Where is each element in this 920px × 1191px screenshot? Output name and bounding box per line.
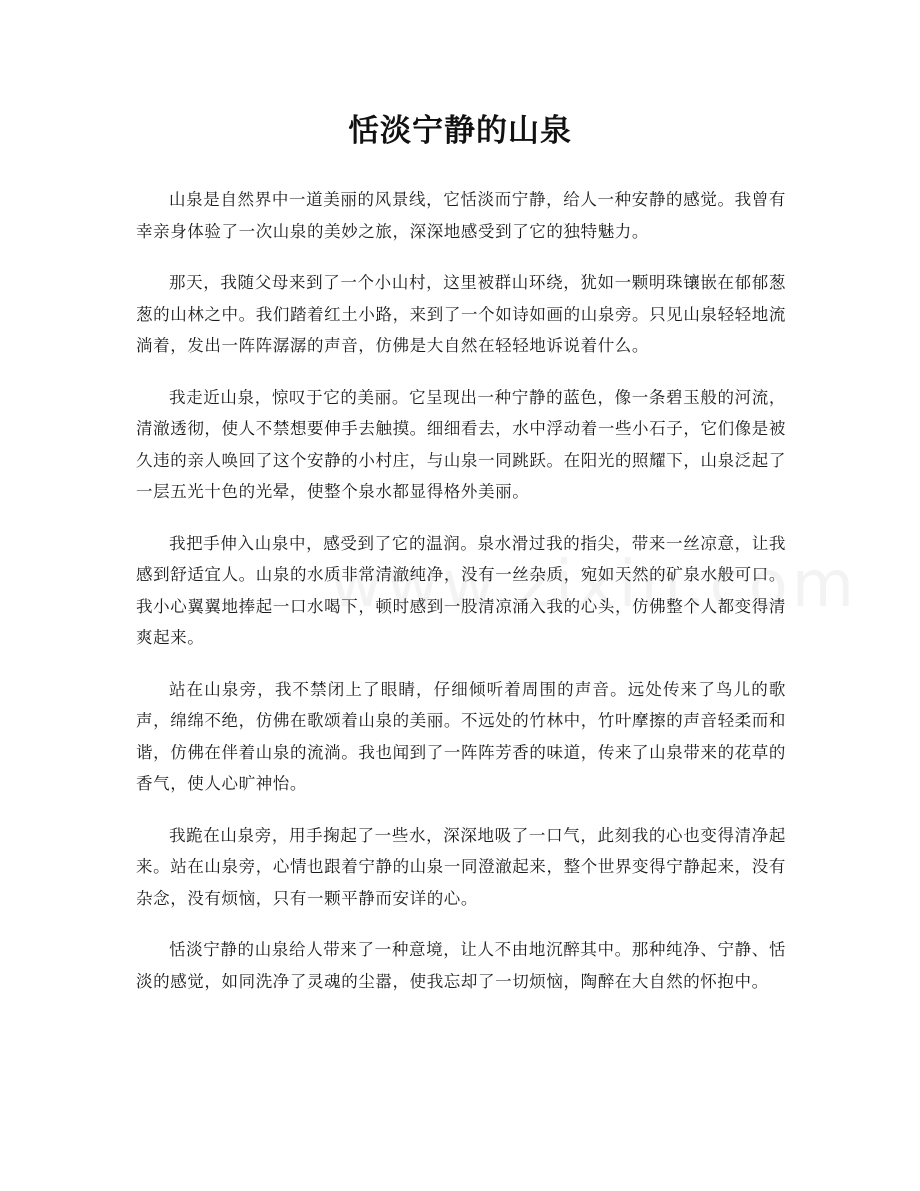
paragraph-1: 山泉是自然界中一道美丽的风景线，它恬淡而宁静，给人一种安静的感觉。我曾有幸亲身体验了一次山泉的美妙之旅，深深地感受到了它的独特魅力。 [136,190,786,241]
paragraph-6: 我跪在山泉旁，用手掬起了一些水，深深地吸了一口气，此刻我的心也变得清净起来。站在山泉旁，心情也跟着宁静的山泉一同澄澈起来，整个世界变得宁静起来，没有杂念，没有烦恼，只有一颗平静而安详的心。 [136,825,786,908]
paragraph-7: 恬淡宁静的山泉给人带来了一种意境，让人不由地沉醉其中。那种纯净、宁静、恬淡的感觉，如同洗净了灵魂的尘嚣，使我忘却了一切烦恼，陶醉在大自然的怀抱中。 [136,940,786,991]
page-title: 恬淡宁静的山泉 [348,113,572,149]
paragraph-5: 站在山泉旁，我不禁闭上了眼睛，仔细倾听着周围的声音。远处传来了鸟儿的歌声，绵绵不绝，仿佛在歌颂着山泉的美丽。不远处的竹林中，竹叶摩擦的声音轻柔而和谐，仿佛在伴着山泉的流淌。我也闻到了一阵阵芳香的味道，传来了山泉带来的花草的香气，使人心旷神怡。 [136,679,786,793]
paragraph-2: 那天，我随父母来到了一个小山村，这里被群山环绕，犹如一颗明珠镶嵌在郁郁葱葱的山林之中。我们踏着红土小路，来到了一个如诗如画的山泉旁。只见山泉轻轻地流淌着，发出一阵阵潺潺的声音，仿佛是大自然在轻轻地诉说着什么。 [136,273,786,355]
paragraph-4: 我把手伸入山泉中，感受到了它的温润。泉水滑过我的指尖，带来一丝凉意，让我感到舒适宜人。山泉的水质非常清澈纯净，没有一丝杂质，宛如天然的矿泉水般可口。我小心翼翼地捧起一口水喝下，顿时感到一股清凉涌入我的心头，仿佛整个人都变得清爽起来。 [136,533,786,647]
paragraph-3: 我走近山泉，惊叹于它的美丽。它呈现出一种宁静的蓝色，像一条碧玉般的河流，清澈透彻，使人不禁想要伸手去触摸。细细看去，水中浮动着一些小石子，它们像是被久违的亲人唤回了这个安静的小村庄，与山泉一同跳跃。在阳光的照耀下，山泉泛起了一层五光十色的光晕，使整个泉水都显得格外美丽。 [136,387,786,501]
article-body [136,184,786,1017]
